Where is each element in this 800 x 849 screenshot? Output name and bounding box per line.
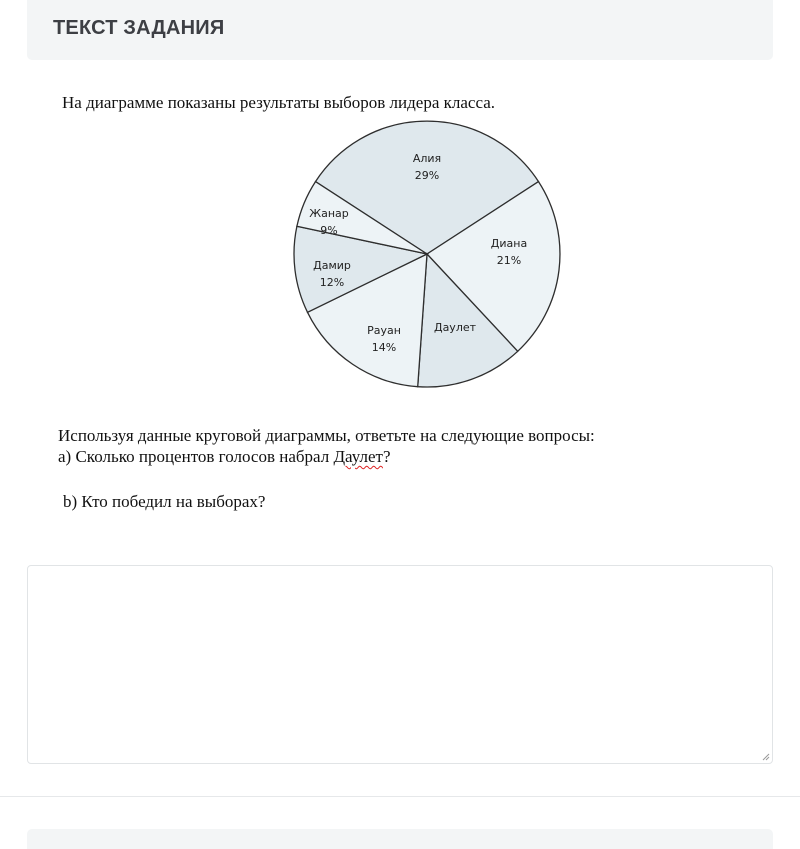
- question-intro-text: Используя данные круговой диаграммы, ответьте на следующие вопросы:: [58, 426, 595, 445]
- task-intro-text: На диаграмме показаны результаты выборов лидера класса.: [62, 93, 495, 112]
- question-b-text: b) Кто победил на выборах?: [63, 492, 266, 511]
- section-divider: [0, 796, 800, 797]
- pie-slice-value: 14%: [371, 341, 397, 354]
- question-a-suffix: ?: [382, 447, 391, 466]
- pie-slice-value: 29%: [414, 169, 440, 182]
- pie-slice-name: Даулет: [433, 321, 477, 334]
- resize-grip-icon[interactable]: [762, 753, 770, 761]
- pie-slice-name: Диана: [490, 237, 528, 250]
- answer-textarea[interactable]: [28, 566, 772, 763]
- question-a-prefix: а) Сколько процентов голосов набрал: [58, 447, 334, 466]
- pie-slice-name: Жанар: [309, 207, 349, 220]
- pie-chart: [0, 0, 800, 420]
- next-section-panel: [27, 829, 773, 849]
- question-a-text: [58, 446, 595, 467]
- pie-slice-name: Рауан: [367, 324, 401, 337]
- question-a-name: Даулет: [333, 447, 383, 466]
- pie-slice-value: 9%: [320, 224, 338, 237]
- pie-slice-value: 12%: [319, 276, 345, 289]
- pie-slice-value: 21%: [496, 254, 522, 267]
- pie-slice-name: Дамир: [313, 259, 351, 272]
- question-block: [58, 425, 595, 467]
- pie-slice-name: Алия: [412, 152, 442, 165]
- task-header-title: ТЕКСТ ЗАДАНИЯ: [53, 17, 225, 39]
- answer-box: [27, 565, 773, 764]
